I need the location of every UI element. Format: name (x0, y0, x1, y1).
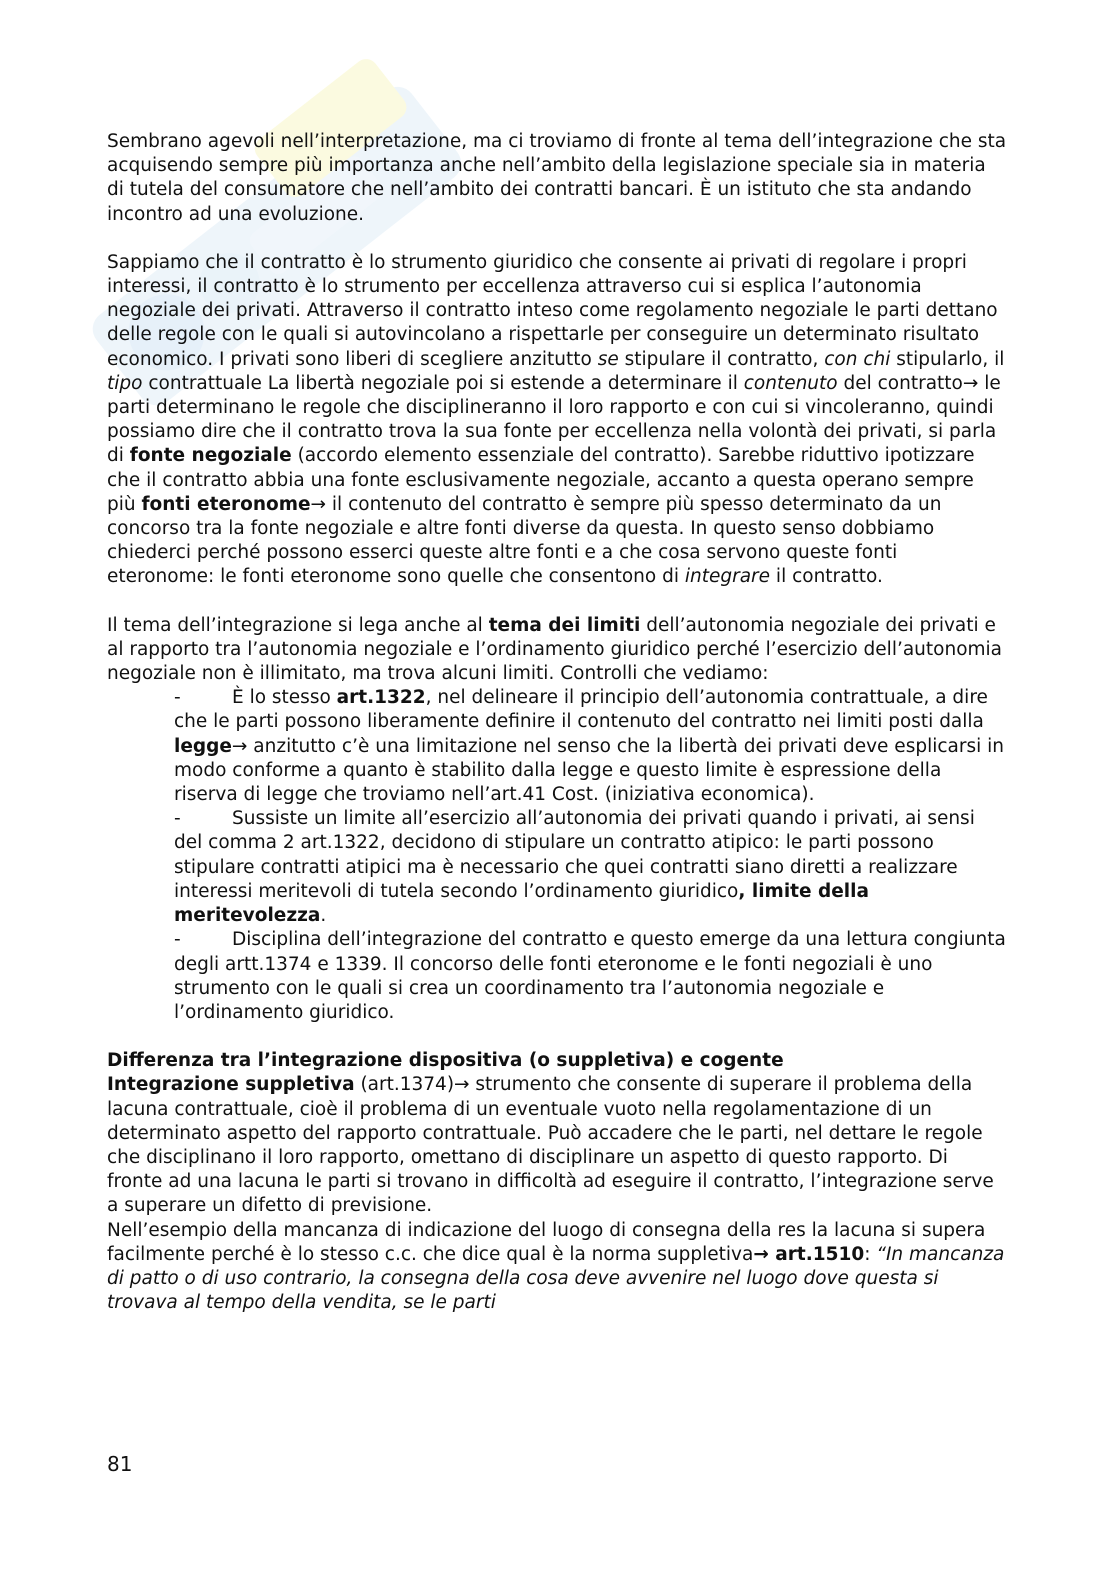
paragraph-esempio: Nell’esempio della mancanza di indicazione del luogo di consegna della res la lacuna si supera facilmente perché è lo stesso c.c. che dice qual è la norma suppletiva→ art.1510: “In mancanza di patto o di uso contrario, la consegna della cosa deve avvenire nel luogo dove questa si trovava al tempo della vendita, se le parti (107, 1219, 1005, 1314)
paragraph-intro: Sembrano agevoli nell’interpretazione, ma ci troviamo di fronte al tema dell’integrazione che sta acquisendo sempre più importanza anche nell’ambito della legislazione speciale sia in materia di tutela del consumatore che nell’ambito dei contratti bancari. È un istituto che sta andando incontro ad una evoluzione. (107, 131, 1007, 225)
dash-bullet: - (174, 929, 181, 951)
page-number: 81 (107, 1452, 133, 1476)
section-heading: Differenza tra l’integrazione dispositiva (o suppletiva) e cogente (107, 1050, 784, 1072)
list-item: - Disciplina dell’integrazione del contratto e questo emerge da una lettura congiunta degli artt.1374 e 1339. Il concorso delle fonti eteronome e le fonti negoziali è uno strumento con le quali si crea un coordinamento tra l’autonomia negoziale e l’ordinamento giuridico. (174, 929, 1006, 1023)
paragraph-integrazione-suppletiva: Integrazione suppletiva (art.1374)→ strumento che consente di superare il problema della lacuna contrattuale, cioè il problema di un eventuale vuoto nella regolamentazione di un determinato aspetto del rapporto contrattuale. Può accadere che le parti, nel dettare le regole che disciplinano il loro rapporto, omettano di disciplinare un aspetto di questo rapporto. Di fronte ad una lacuna le parti si trovano in difficoltà ad eseguire il contratto, l’integrazione serve a superare un difetto di previsione. (107, 1074, 994, 1217)
list-item: - Sussiste un limite all’esercizio all’autonomia dei privati quando i privati, ai sensi del comma 2 art.1322, decidono di stipulare un contratto atipico: le parti possono stipulare contratti atipici ma è necessario che quei contratti siano diretti a realizzare interessi meritevoli di tutela secondo l’ordinamento giuridico, limite della meritevolezza. (174, 808, 975, 927)
dash-bullet: - (174, 687, 181, 709)
document-body (107, 130, 1007, 1315)
paragraph-limiti: Il tema dell’integrazione si lega anche al tema dei limiti dell’autonomia negoziale dei privati e al rapporto tra l’autonomia negoziale e l’ordinamento giuridico perché l’esercizio dell’autonomia negoziale non è illimitato, ma trova alcuni limiti. Controlli che vediamo: (107, 614, 1003, 685)
list-item: - È lo stesso art.1322, nel delineare il principio dell’autonomia contrattuale, a dire che le parti possono liberamente definire il contenuto del contratto nei limiti posti dalla legge→ anzitutto c’è una limitazione nel senso che la libertà dei privati deve esplicarsi in modo conforme a quanto è stabilito dalla legge e questo limite è espressione della riserva di legge che troviamo nell’art.41 Cost. (iniziativa economica). (174, 687, 1004, 806)
paragraph-contratto: Sappiamo che il contratto è lo strumento giuridico che consente ai privati di regolare i propri interessi, il contratto è lo strumento per eccellenza attraverso cui si esplica l’autonomia negoziale dei privati. Attraverso il contratto inteso come regolamento negoziale le parti dettano delle regole con le quali si autovincolano a rispettarle per conseguire un determinato risultato economico. I privati sono liberi di scegliere anzitutto se stipulare il contratto, con chi stipularlo, il tipo contrattuale La libertà negoziale poi si estende a determinare il contenuto del contratto→ le parti determinano le regole che disciplineranno il loro rapporto e con cui si vincoleranno, quindi possiamo dire che il contratto trova la sua fonte per eccellenza nella volontà dei privati, si parla di fonte negoziale (accordo elemento essenziale del contratto). Sarebbe riduttivo ipotizzare che il contratto abbia una fonte esclusivamente negoziale, accanto a questa operano sempre più fonti eteronome→ il contenuto del contratto è sempre più spesso determinato da un concorso tra la fonte negoziale e altre fonti diverse da questa. In questo senso dobbiamo chiederci perché possono esserci queste altre fonti e a che cosa servono queste fonti eteronome: le fonti eteronome sono quelle che consentono di integrare il contratto. (107, 251, 1005, 588)
dash-bullet: - (174, 808, 181, 830)
limits-list (174, 686, 1007, 1025)
